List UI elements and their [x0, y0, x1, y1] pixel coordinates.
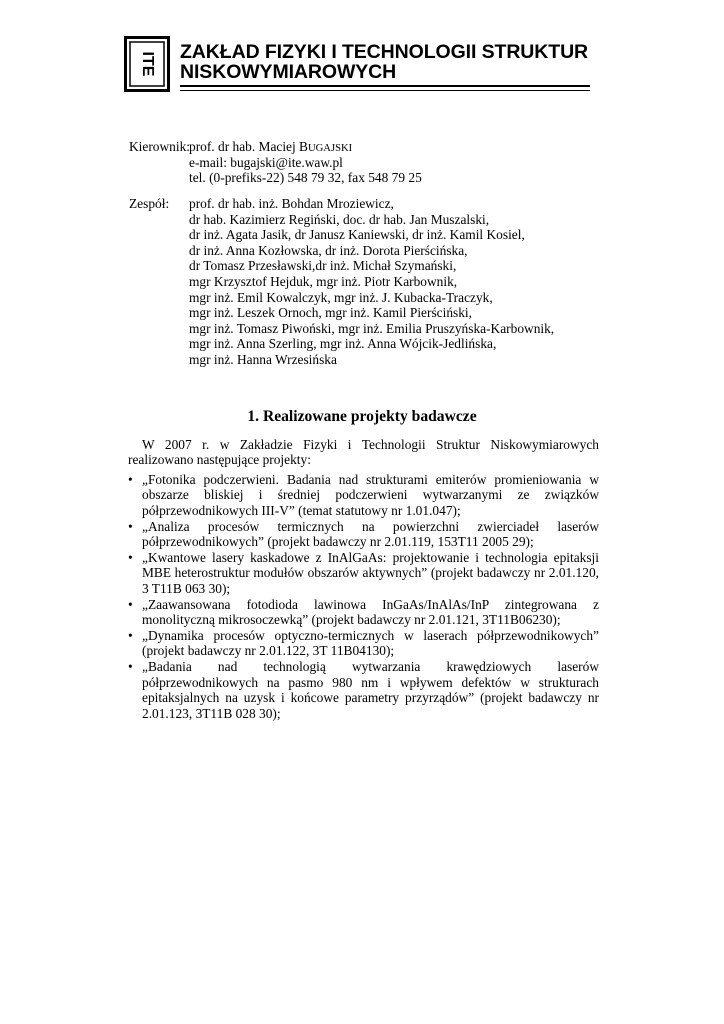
head-phone: tel. (0-prefiks-22) 548 79 32, fax 548 79 25 [189, 170, 422, 186]
title-line-1: ZAKŁAD FIZYKI I TECHNOLOGII STRUKTUR [180, 41, 589, 63]
header-rule [180, 85, 590, 87]
team-line: mgr inż. Hanna Wrzesińska [189, 352, 337, 367]
section-heading: 1. Realizowane projekty badawcze [247, 408, 477, 425]
team-line: mgr inż. Anna Szerling, mgr inż. Anna Wójcik-Jedlińska, [189, 336, 497, 352]
project-item: • „Dynamika procesów optyczno-termicznych w laserach półprzewodnikowych” (projekt badawczy nr 2.01.122, 3T 11B04130); [128, 628, 599, 659]
team-line: dr inż. Anna Kozłowska, dr inż. Dorota Pierścińska, [189, 242, 468, 258]
project-item: • „Zaawansowana fotodioda lawinowa InGaAs/InAlAs/InP zintegrowana z monolityczną mikrosoczewką” (projekt badawczy nr 2.01.121, 3T11B06230); [128, 596, 599, 628]
title-line-2: NISKOWYMIAROWYCH [180, 61, 397, 83]
head-name: prof. dr hab. Maciej BUGAJSKI [189, 139, 353, 154]
team-label: Zespół: [129, 196, 170, 211]
project-list [128, 472, 599, 722]
bullet-icon: • [128, 596, 133, 612]
header-rule-thin [180, 90, 590, 91]
ite-logo [124, 36, 170, 92]
bullet-icon: • [128, 550, 133, 566]
head-label: Kierownik: [129, 139, 190, 154]
team-line: mgr inż. Tomasz Piwoński, mgr inż. Emilia Pruszyńska-Karbownik, [189, 320, 555, 336]
bullet-icon: • [128, 659, 133, 675]
project-item: • „Analiza procesów termicznych na powierzchni zwierciadeł laserów półprzewodnikowych” (projekt badawczy nr 2.01.119, 153T11 2005 29); [128, 518, 599, 550]
bullet-icon: • [128, 472, 133, 487]
project-item: • „Fotonika podczerwieni. Badania nad strukturami emiterów promieniowania w obszarze bliskiej i średniej podczerwieni wytwarzanymi ze związków półprzewodnikowych III-V” (temat statutowy nr 1.01.047); [128, 472, 599, 518]
project-item: • „Badania nad technologią wytwarzania krawędziowych laserów półprzewodnikowych na pasmo 980 nm i wpływem defektów w strukturach epitaksjalnych na uzysk i końcowe parametry przyrządów” (projekt badawczy nr 2.01.123, 3T11B 028 30); [128, 659, 599, 721]
head-email: e-mail: bugajski@ite.waw.pl [189, 154, 343, 170]
team-line: mgr Krzysztof Hejduk, mgr inż. Piotr Karbownik, [189, 274, 458, 289]
team-line: dr inż. Agata Jasik, dr Janusz Kaniewski, dr inż. Kamil Kosiel, [189, 227, 525, 243]
bullet-icon: • [128, 628, 133, 644]
team-line: dr Tomasz Przesławski,dr inż. Michał Szymański, [189, 258, 457, 274]
logo-text: ITE [138, 51, 156, 77]
team-line: dr hab. Kazimierz Regiński, doc. dr hab. Jan Muszalski, [189, 211, 490, 227]
project-item: • „Kwantowe lasery kaskadowe z InAlGaAs: projektowanie i technologia epitaksji MBE heterostruktur modułów obszarów aktywnych” (projekt badawczy nr 2.01.120, 3 T11B 063 30); [128, 550, 599, 596]
page-title [180, 42, 600, 82]
bullet-icon: • [128, 518, 133, 534]
section-intro: W 2007 r. w Zakładzie Fizyki i Technologii Struktur Niskowymiarowych realizowano następujące projekty: [128, 437, 599, 468]
team-line: prof. dr hab. inż. Bohdan Mroziewicz, [189, 196, 394, 211]
team-line: mgr inż. Leszek Ornoch, mgr inż. Kamil Pierściński, [189, 305, 472, 321]
team-line: mgr inż. Emil Kowalczyk, mgr inż. J. Kubacka-Traczyk, [189, 289, 493, 305]
